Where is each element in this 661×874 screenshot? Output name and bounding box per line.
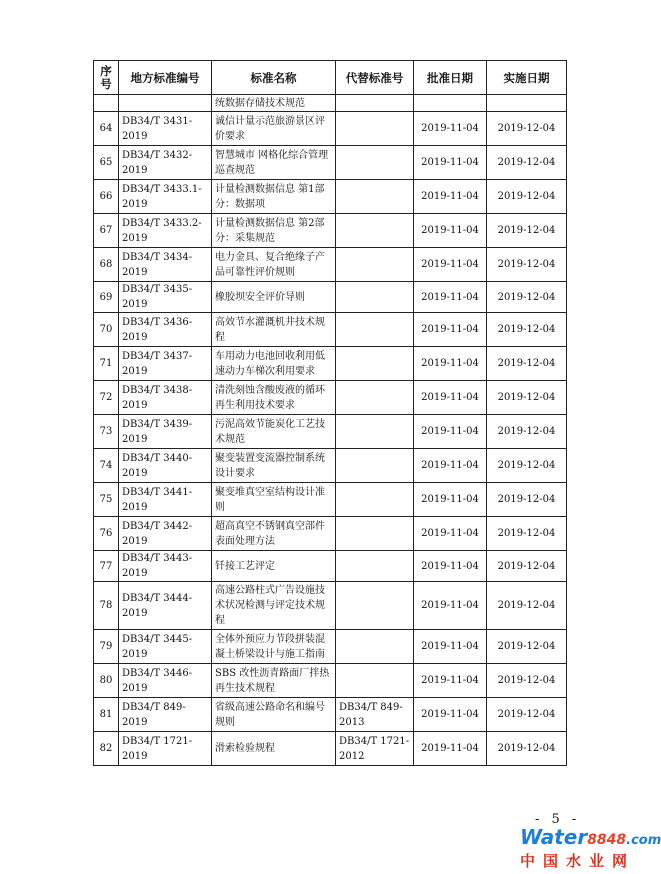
- cell-name: 超高真空不锈钢真空部件表面处理方法: [212, 517, 336, 551]
- cell-implement: 2019-12-04: [487, 381, 567, 415]
- cell-code: DB34/T 3436-2019: [119, 313, 212, 347]
- cell-name: 钎接工艺评定: [212, 551, 336, 582]
- table-row: [94, 664, 567, 698]
- cell-replace: [336, 483, 414, 517]
- table-row: [94, 415, 567, 449]
- cell-name: 滑索检验规程: [212, 732, 336, 766]
- cell-code: DB34/T 3433.1-2019: [119, 180, 212, 214]
- cell-replace: [336, 630, 414, 664]
- cell-code: DB34/T 3446-2019: [119, 664, 212, 698]
- cell-replace: [336, 95, 414, 112]
- cell-name: 清洗刻蚀含酸废液的循环再生利用技术要求: [212, 381, 336, 415]
- cell-code: DB34/T 3435-2019: [119, 282, 212, 313]
- page-number: - 5 -: [535, 812, 581, 827]
- cell-name: 全体外预应力节段拼装混凝土桥梁设计与施工指南: [212, 630, 336, 664]
- cell-name: 高速公路柱式广告设施技术状况检测与评定技术规程: [212, 582, 336, 630]
- header-num-2: 号: [100, 76, 112, 91]
- cell-num: 82: [94, 732, 119, 766]
- table-row: [94, 381, 567, 415]
- cell-num: 81: [94, 698, 119, 732]
- cell-code: DB34/T 3440-2019: [119, 449, 212, 483]
- cell-approve: 2019-11-04: [414, 282, 487, 313]
- cell-approve: 2019-11-04: [414, 449, 487, 483]
- cell-approve: 2019-11-04: [414, 698, 487, 732]
- cell-code: [119, 95, 212, 112]
- cell-approve: 2019-11-04: [414, 582, 487, 630]
- table-row: [94, 248, 567, 282]
- cell-replace: [336, 381, 414, 415]
- watermark-logo: [520, 825, 661, 870]
- cell-num: 80: [94, 664, 119, 698]
- cell-approve: 2019-11-04: [414, 630, 487, 664]
- cell-code: DB34/T 3431-2019: [119, 112, 212, 146]
- cell-num: 64: [94, 112, 119, 146]
- cell-name: 污泥高效节能炭化工艺技术规范: [212, 415, 336, 449]
- cell-implement: 2019-12-04: [487, 732, 567, 766]
- cell-implement: 2019-12-04: [487, 146, 567, 180]
- cell-name: 电力金具、复合绝缘子产品可靠性评价规则: [212, 248, 336, 282]
- cell-name: 计量检测数据信息 第1部分：数据项: [212, 180, 336, 214]
- cell-approve: 2019-11-04: [414, 112, 487, 146]
- cell-implement: 2019-12-04: [487, 313, 567, 347]
- cell-name: 诚信计量示范旅游景区评价要求: [212, 112, 336, 146]
- cell-code: DB34/T 3443-2019: [119, 551, 212, 582]
- cell-replace: [336, 415, 414, 449]
- continuation-row: [94, 95, 567, 112]
- cell-approve: 2019-11-04: [414, 214, 487, 248]
- cell-num: 79: [94, 630, 119, 664]
- cell-num: [94, 95, 119, 112]
- table-row: [94, 517, 567, 551]
- table-row: [94, 282, 567, 313]
- cell-approve: [414, 95, 487, 112]
- table-row: [94, 483, 567, 517]
- cell-num: 74: [94, 449, 119, 483]
- cell-approve: 2019-11-04: [414, 146, 487, 180]
- cell-implement: 2019-12-04: [487, 698, 567, 732]
- table-row: [94, 347, 567, 381]
- header-num: [94, 61, 119, 95]
- cell-implement: 2019-12-04: [487, 664, 567, 698]
- cell-num: 70: [94, 313, 119, 347]
- header-replace: 代替标准号: [336, 61, 414, 95]
- header-name: 标准名称: [212, 61, 336, 95]
- cell-code: DB34/T 849-2019: [119, 698, 212, 732]
- cell-code: DB34/T 3441-2019: [119, 483, 212, 517]
- table-row: [94, 214, 567, 248]
- cell-num: 78: [94, 582, 119, 630]
- cell-code: DB34/T 3434-2019: [119, 248, 212, 282]
- cell-approve: 2019-11-04: [414, 517, 487, 551]
- cell-implement: 2019-12-04: [487, 347, 567, 381]
- cell-num: 71: [94, 347, 119, 381]
- cell-approve: 2019-11-04: [414, 483, 487, 517]
- table-row: [94, 146, 567, 180]
- cell-code: DB34/T 1721-2019: [119, 732, 212, 766]
- cell-approve: 2019-11-04: [414, 180, 487, 214]
- cell-code: DB34/T 3433.2-2019: [119, 214, 212, 248]
- table-row: [94, 551, 567, 582]
- cell-replace: [336, 112, 414, 146]
- cell-approve: 2019-11-04: [414, 732, 487, 766]
- cell-name: 橡胶坝安全评价导则: [212, 282, 336, 313]
- cell-replace: [336, 347, 414, 381]
- cell-replace: [336, 664, 414, 698]
- header-approve: 批准日期: [414, 61, 487, 95]
- cell-replace: [336, 214, 414, 248]
- cell-name: 聚变堆真空室结构设计准则: [212, 483, 336, 517]
- cell-approve: 2019-11-04: [414, 381, 487, 415]
- cell-replace: [336, 551, 414, 582]
- cell-implement: 2019-12-04: [487, 630, 567, 664]
- standards-table: [93, 60, 567, 766]
- cell-implement: 2019-12-04: [487, 214, 567, 248]
- cell-code: DB34/T 3445-2019: [119, 630, 212, 664]
- cell-approve: 2019-11-04: [414, 551, 487, 582]
- cell-implement: 2019-12-04: [487, 415, 567, 449]
- cell-code: DB34/T 3442-2019: [119, 517, 212, 551]
- cell-replace: [336, 582, 414, 630]
- cell-num: 66: [94, 180, 119, 214]
- cell-approve: 2019-11-04: [414, 415, 487, 449]
- cell-implement: 2019-12-04: [487, 248, 567, 282]
- cell-replace: [336, 449, 414, 483]
- cell-num: 76: [94, 517, 119, 551]
- cell-replace: [336, 180, 414, 214]
- cell-approve: 2019-11-04: [414, 313, 487, 347]
- cell-implement: 2019-12-04: [487, 112, 567, 146]
- cell-implement: 2019-12-04: [487, 483, 567, 517]
- cell-implement: 2019-12-04: [487, 517, 567, 551]
- cell-name: 车用动力电池回收利用低速动力车梯次利用要求: [212, 347, 336, 381]
- logo-latin: [520, 825, 661, 852]
- cell-num: 67: [94, 214, 119, 248]
- table-header-row: [94, 61, 567, 95]
- cell-name: SBS 改性沥青路面厂拌热再生技术规程: [212, 664, 336, 698]
- table-row: [94, 449, 567, 483]
- table-row: [94, 630, 567, 664]
- cell-replace: [336, 517, 414, 551]
- cell-name: 智慧城市 网格化综合管理巡查规范: [212, 146, 336, 180]
- cell-implement: [487, 95, 567, 112]
- cell-num: 77: [94, 551, 119, 582]
- table-row: [94, 313, 567, 347]
- cell-num: 72: [94, 381, 119, 415]
- cell-approve: 2019-11-04: [414, 248, 487, 282]
- table-row: [94, 582, 567, 630]
- cell-code: DB34/T 3438-2019: [119, 381, 212, 415]
- cell-code: DB34/T 3432-2019: [119, 146, 212, 180]
- header-num-1: 序: [100, 63, 112, 78]
- table-row: [94, 698, 567, 732]
- logo-cn: 中国水业网: [520, 852, 636, 870]
- cell-replace: DB34/T 1721-2012: [336, 732, 414, 766]
- logo-latin-b: 8848: [587, 832, 627, 848]
- cell-code: DB34/T 3439-2019: [119, 415, 212, 449]
- cell-num: 69: [94, 282, 119, 313]
- cell-replace: [336, 146, 414, 180]
- cell-name: 统数据存储技术规范: [212, 95, 336, 112]
- cell-implement: 2019-12-04: [487, 449, 567, 483]
- header-code: 地方标准编号: [119, 61, 212, 95]
- cell-replace: DB34/T 849-2013: [336, 698, 414, 732]
- cell-name: 聚变装置变流器控制系统设计要求: [212, 449, 336, 483]
- logo-latin-c: .com: [626, 833, 661, 848]
- cell-name: 省级高速公路命名和编号规则: [212, 698, 336, 732]
- cell-name: 计量检测数据信息 第2部分：采集规范: [212, 214, 336, 248]
- table-row: [94, 112, 567, 146]
- cell-name: 高效节水灌溉机井技术规程: [212, 313, 336, 347]
- cell-num: 65: [94, 146, 119, 180]
- cell-replace: [336, 248, 414, 282]
- table-row: [94, 180, 567, 214]
- cell-replace: [336, 282, 414, 313]
- cell-implement: 2019-12-04: [487, 180, 567, 214]
- cell-implement: 2019-12-04: [487, 551, 567, 582]
- cell-num: 73: [94, 415, 119, 449]
- cell-approve: 2019-11-04: [414, 664, 487, 698]
- header-implement: 实施日期: [487, 61, 567, 95]
- cell-implement: 2019-12-04: [487, 582, 567, 630]
- cell-code: DB34/T 3444-2019: [119, 582, 212, 630]
- cell-num: 75: [94, 483, 119, 517]
- cell-replace: [336, 313, 414, 347]
- table-row: [94, 732, 567, 766]
- cell-num: 68: [94, 248, 119, 282]
- cell-implement: 2019-12-04: [487, 282, 567, 313]
- cell-approve: 2019-11-04: [414, 347, 487, 381]
- logo-latin-a: Water: [520, 825, 588, 849]
- cell-code: DB34/T 3437-2019: [119, 347, 212, 381]
